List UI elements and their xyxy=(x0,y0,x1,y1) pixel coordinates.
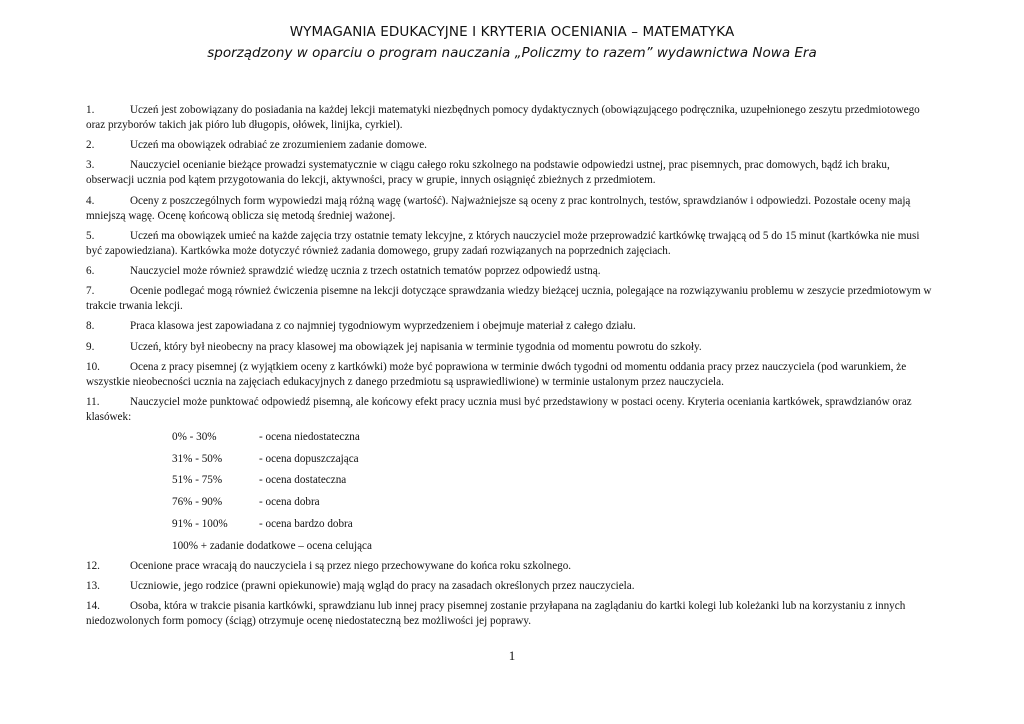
item-number: 13. xyxy=(86,579,100,592)
item-number: 3. xyxy=(86,159,95,172)
item-number: 7. xyxy=(86,285,95,298)
list-item xyxy=(86,340,936,355)
item-number: 6. xyxy=(86,264,95,277)
list-item xyxy=(86,103,936,133)
list-item xyxy=(86,194,936,224)
item-text: Praca klasowa jest zapowiadana z co najmniej tygodniowym wyprzedzeniem i obejmuje materiał z całego działu. xyxy=(130,320,636,333)
item-text: Uczniowie, jego rodzice (prawni opiekunowie) mają wgląd do pracy na zasadach określonych przez nauczyciela. xyxy=(130,579,635,592)
item-text: Oceny z poszczególnych form wypowiedzi mają różną wagę (wartość). Najważniejsze są oceny z prac kontrolnych, testów, sprawdzianów i odpowiedzi. Pozostałe oceny mają mniejszą wagę. Ocenę końcową oblicza się metodą średniej ważonej. xyxy=(86,194,911,222)
grade-label: - ocena niedostateczna xyxy=(259,431,360,444)
list-item xyxy=(86,284,936,314)
item-number: 8. xyxy=(86,320,95,333)
item-number: 1. xyxy=(86,104,95,116)
item-text: Uczeń ma obowiązek umieć na każde zajęcia trzy ostatnie tematy lekcyjne, z których nauczyciel może przeprowadzić kartkówkę trwającą od 5 do 15 minut (kartkówka nie musi być zapowiedziana). Kartkówka może dotyczyć również zadania domowego, grupy zadań rozwiązanych na poprzednich zajęciach. xyxy=(86,229,920,257)
grade-row xyxy=(172,452,936,467)
grade-row xyxy=(172,495,936,510)
item-text: Osoba, która w trakcie pisania kartkówki, sprawdzianu lub innej pracy pisemnej zostanie przyłapana na zaglądaniu do kartki kolegi lub koleżanki lub na korzystaniu z innych niedozwolonych form pomocy (ściąg) otrzymuje ocenę niedostateczną bez możliwości jej poprawy. xyxy=(86,600,906,628)
list-item xyxy=(86,319,936,334)
item-text: Ocenione prace wracają do nauczyciela i są przez niego przechowywane do końca roku szkolnego. xyxy=(130,559,572,572)
item-text: Uczeń, który był nieobecny na pracy klasowej ma obowiązek jej napisania w terminie tygodnia od momentu powrotu do szkoły. xyxy=(130,340,702,353)
grade-range: 51% - 75% xyxy=(172,474,223,487)
item-number: 9. xyxy=(86,340,95,353)
item-number: 11. xyxy=(86,395,100,408)
item-text: Uczeń ma obowiązek odrabiać ze zrozumieniem zadanie domowe. xyxy=(130,139,427,152)
item-number: 14. xyxy=(86,600,100,613)
requirements-list xyxy=(86,103,936,634)
list-item xyxy=(86,138,936,153)
list-item xyxy=(86,559,936,574)
grade-row xyxy=(172,517,936,532)
item-text: Nauczyciel ocenianie bieżące prowadzi systematycznie w ciągu całego roku szkolnego na podstawie odpowiedzi ustnej, prac pisemnych, prac domowych, bądź ich braku, obserwacji ucznia pod kątem przygotowania do lekcji, aktywności, pracy w grupie, innych osiągnięć zbieżnych z przedmiotem. xyxy=(86,159,890,187)
item-text: Ocena z pracy pisemnej (z wyjątkiem oceny z kartkówki) może być poprawiona w terminie dwóch tygodni od momentu oddania pracy przez nauczyciela (pod warunkiem, że wszystkie nieobecności ucznia na zajęciach edukacyjnych z danego przedmiotu są usprawiedliwione) w terminie ustalonym przez nauczyciela. xyxy=(86,360,907,388)
document-title: WYMAGANIA EDUKACYJNE I KRYTERIA OCENIANIA – MATEMATYKA xyxy=(289,24,735,40)
grade-final-row: 100% + zadanie dodatkowe – ocena celująca xyxy=(172,539,372,552)
list-item xyxy=(86,229,936,259)
page-number: 1 xyxy=(508,648,516,663)
grade-range: 91% - 100% xyxy=(172,517,228,530)
list-item xyxy=(86,395,936,425)
list-item xyxy=(86,264,936,279)
grade-label: - ocena bardzo dobra xyxy=(259,517,353,530)
grade-range: 31% - 50% xyxy=(172,452,223,465)
item-text: Ocenie podlegać mogą również ćwiczenia pisemne na lekcji dotyczące sprawdzania wiedzy bieżącej ucznia, polegające na rozwiązywaniu problemu w zeszycie przedmiotowym w trakcie trwania lekcji. xyxy=(86,285,932,313)
list-item xyxy=(86,360,936,390)
grade-row xyxy=(172,430,936,445)
item-text: Uczeń jest zobowiązany do posiadania na każdej lekcji matematyki niezbędnych pomocy dydaktycznych (obowiązującego podręcznika, uzupełnionego zeszytu przedmiotowego oraz przyborów takich jak pióro lub długopis, ołówek, linijka, cyrkiel). xyxy=(86,104,920,131)
item-text: Nauczyciel może punktować odpowiedź pisemną, ale końcowy efekt pracy ucznia musi być przedstawiony w postaci oceny. Kryteria oceniania kartkówek, sprawdzianów oraz klasówek: xyxy=(86,395,912,423)
list-item xyxy=(86,599,936,629)
grade-range: 76% - 90% xyxy=(172,496,223,509)
grade-label: - ocena dopuszczająca xyxy=(259,452,359,465)
grade-row xyxy=(172,473,936,488)
grade-label: - ocena dobra xyxy=(259,496,320,509)
list-item xyxy=(86,158,936,188)
item-number: 4. xyxy=(86,194,95,207)
grade-label: - ocena dostateczna xyxy=(259,474,347,487)
list-item xyxy=(86,579,936,594)
document-subtitle: sporządzony w oparciu o program nauczania „Policzmy to razem” wydawnictwa Nowa Era xyxy=(207,45,817,61)
grading-scale xyxy=(86,430,936,553)
grade-range: 0% - 30% xyxy=(172,431,217,444)
item-number: 2. xyxy=(86,139,95,152)
item-text: Nauczyciel może również sprawdzić wiedzę ucznia z trzech ostatnich tematów poprzez odpowiedź ustną. xyxy=(130,264,601,277)
item-number: 10. xyxy=(86,360,100,373)
item-number: 5. xyxy=(86,229,95,242)
item-number: 12. xyxy=(86,559,100,572)
